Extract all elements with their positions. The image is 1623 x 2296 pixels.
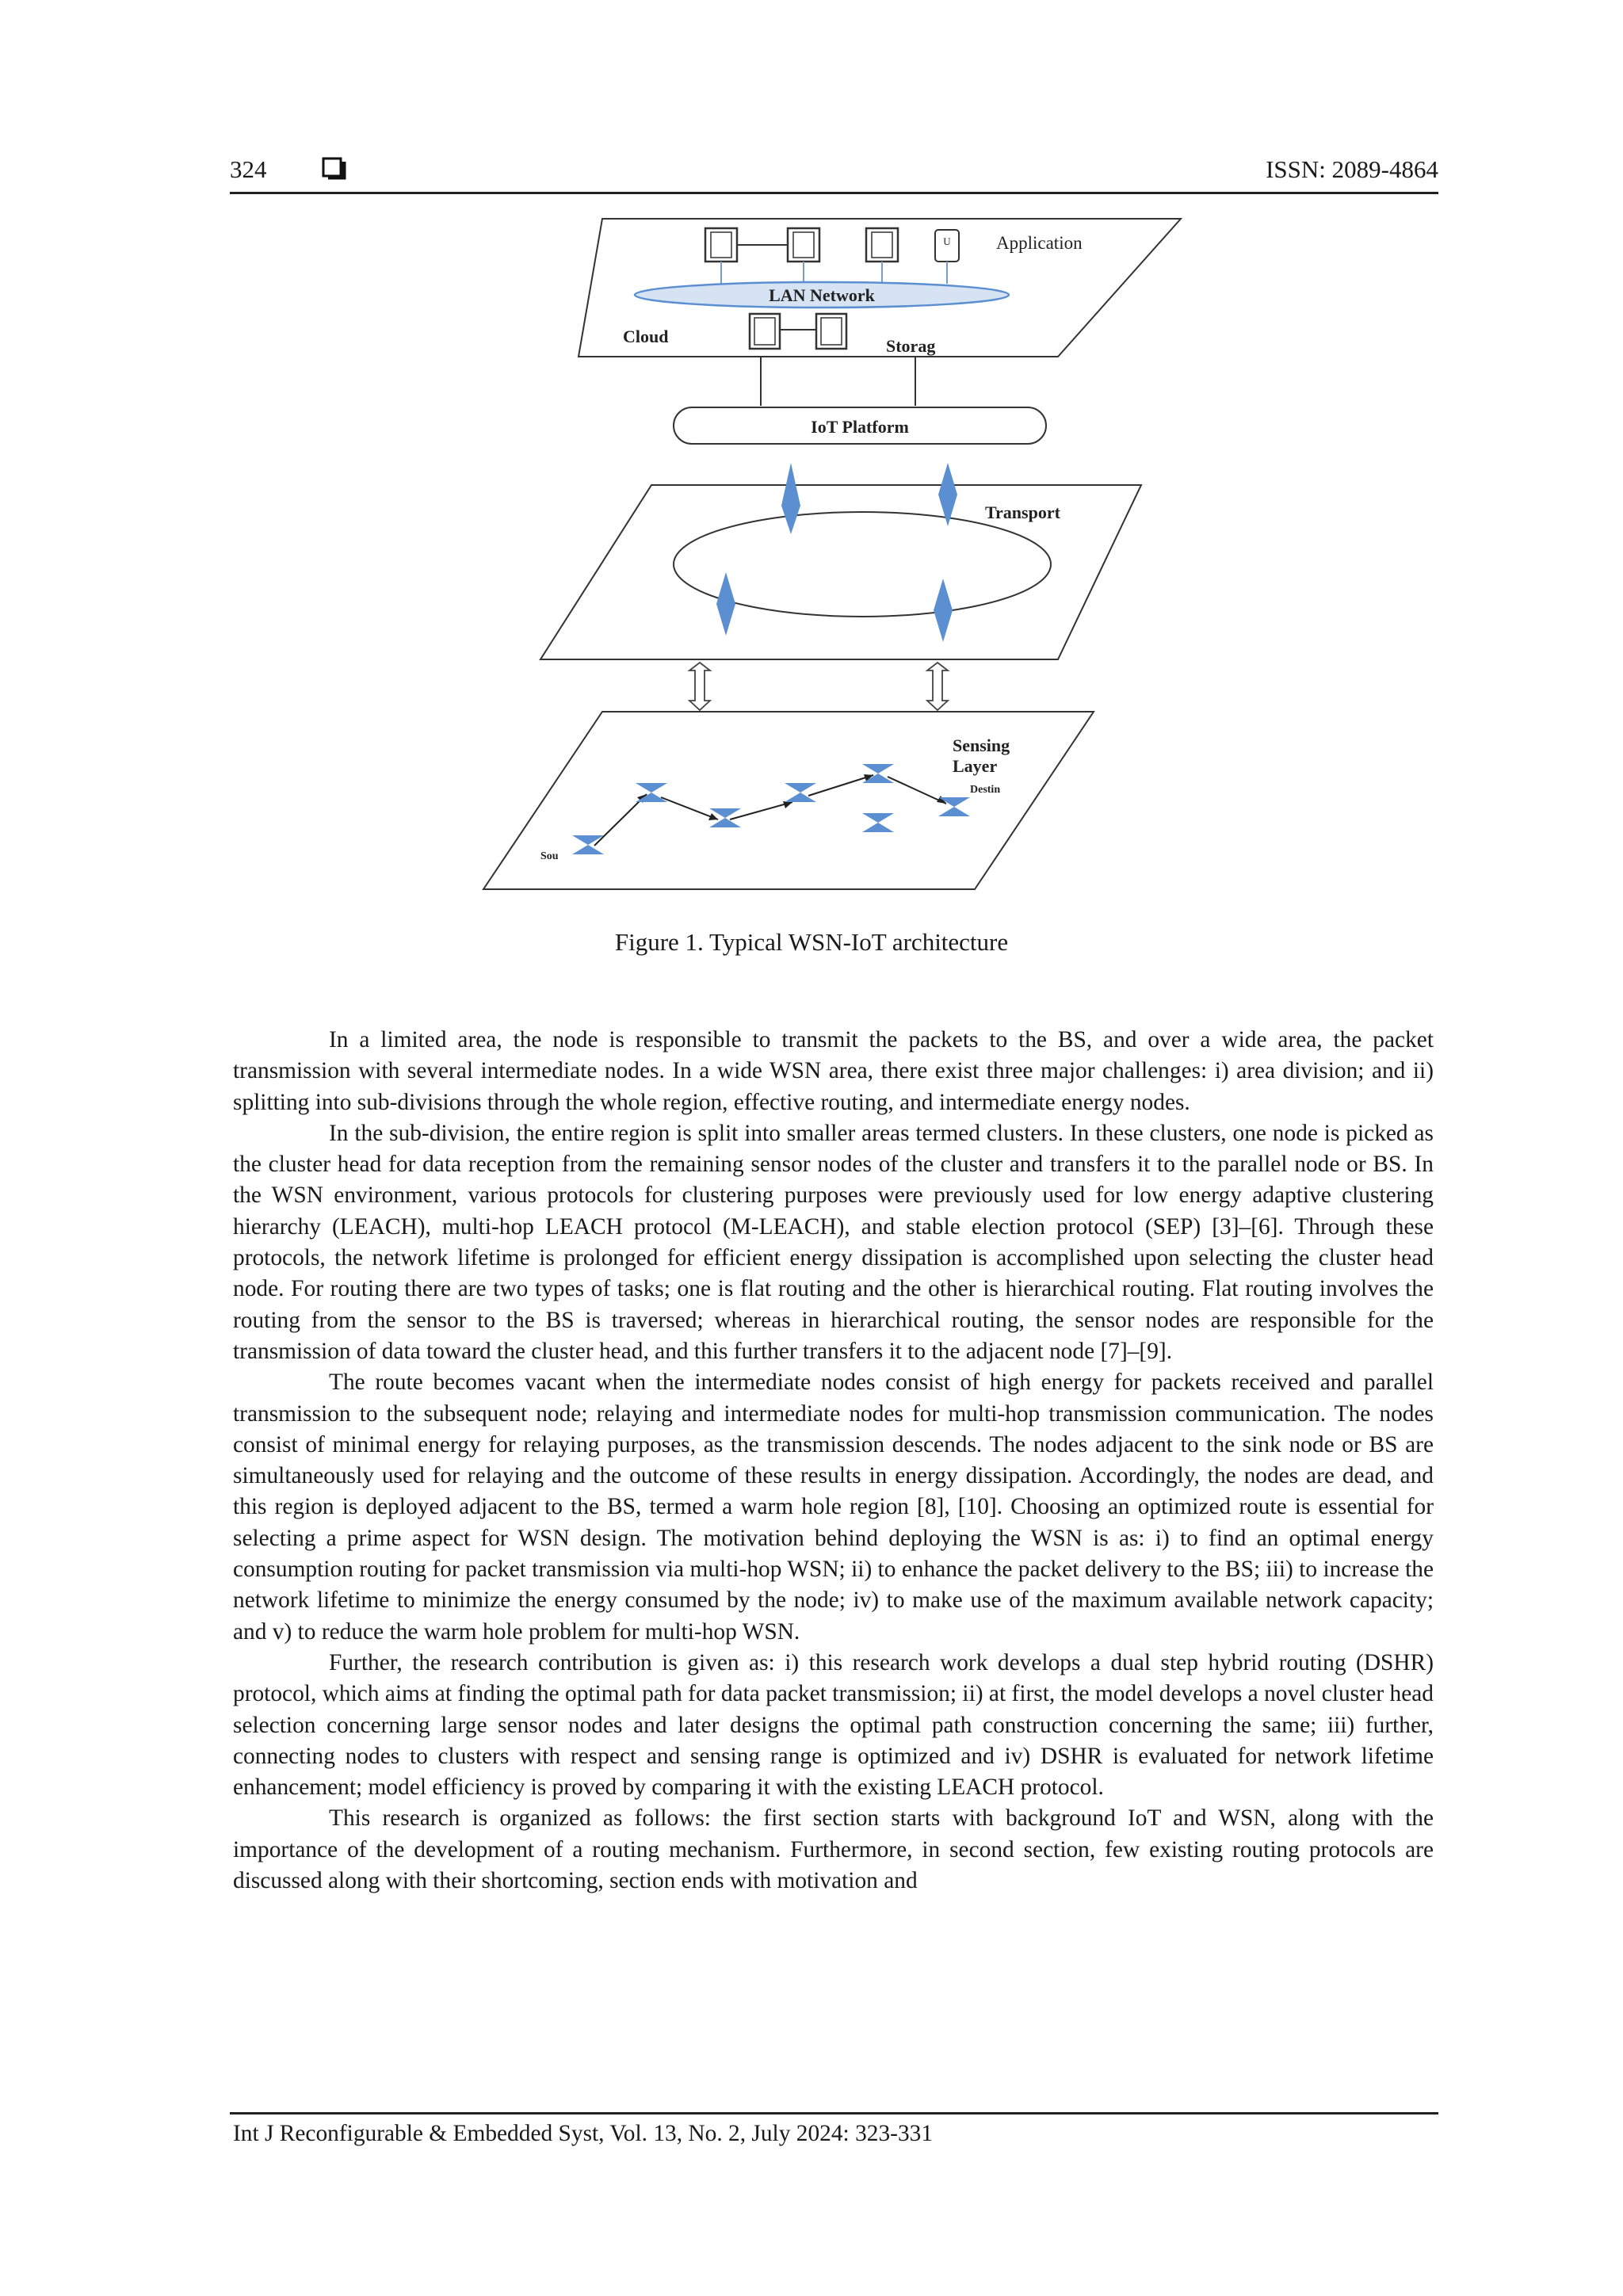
paragraph: This research is organized as follows: the first section starts with background IoT and WSN, along with the importance of the development of a routing mechanism. Furthermore, in second section, few existing routing protocols are discussed along with their shortcoming, section ends with motivation and (233, 1805, 1434, 1894)
paragraph: Further, the research contribution is given as: i) this research work develops a dual step hybrid routing (DSHR) protocol, which aims at finding the optimal path for data packet transmission; ii) at first, the model develops a novel cluster head selection concerning large sensor nodes and later designs the optimal path construction concerning the same; iii) further, connecting nodes to clusters with respect and sensing range is optimized and iv) DSHR is evaluated for network lifetime enhancement; model efficiency is proved by comparing it with the existing LEACH protocol. (233, 1649, 1434, 1801)
iot-platform (674, 407, 1046, 444)
paragraph: The route becomes vacant when the intermediate nodes consist of high energy for packets received and parallel transmission to the subsequent node; relaying and intermediate nodes for multi-hop transmission communication. The nodes consist of minimal energy for relaying purposes, as the transmission descends. The nodes adjacent to the sink node or BS are simultaneously used for relaying and the outcome of these results in energy dissipation. Accordingly, the nodes are dead, and this region is deployed adjacent to the BS, termed a warm hole region [8], [10]. Choosing an optimized route is essential for selecting a prime aspect for WSN design. The motivation behind deploying the WSN is as: i) to find an optimal energy consumption routing for packet transmission via multi-hop WSN; ii) to enhance the packet delivery to the BS; iii) to increase the network lifetime to minimize the energy consumed by the node; iv) to make use of the maximum available network capacity; and v) to reduce the warm hole problem for multi-hop WSN. (233, 1370, 1434, 1645)
sensing-layer-label-line1: Sensing (953, 735, 1010, 755)
destination-label: Destin (970, 784, 1001, 796)
cloud-layer (579, 219, 1181, 357)
body-text (233, 1025, 1434, 1897)
lan-network-label: LAN Network (769, 285, 875, 305)
paragraph: In the sub-division, the entire region is split into smaller areas termed clusters. In these clusters, one node is picked as the cluster head for data reception from the remaining sensor nodes of the cluster and transfers it to the parallel node or BS. In the WSN environment, various protocols for clustering purposes were previously used for low energy adaptive clustering hierarchy (LEACH), multi-hop LEACH protocol (M-LEACH), and stable election protocol (SEP) [3]–[6]. Through these protocols, the network lifetime is prolonged for efficient energy dissipation is accomplished upon selecting the cluster head node. For routing there are two types of tasks; one is flat routing and the other is hierarchical routing. Flat routing involves the routing from the sensor to the BS is traversed; whereas in hierarchical routing, the sensor nodes are responsible for the transmission of data toward the cluster head, and this further transfers it to the adjacent node [7]–[9]. (233, 1120, 1434, 1364)
transport-label: Transport (985, 502, 1060, 522)
source-label: Sou (540, 850, 559, 862)
header-rule (230, 192, 1438, 194)
user-device-label: U (943, 235, 951, 247)
checkbox-square-icon (322, 157, 347, 182)
cloud-label: Cloud (623, 327, 669, 346)
figure-caption: Figure 1. Typical WSN-IoT architecture (614, 928, 1009, 956)
issn: ISSN: 2089-4864 (1266, 155, 1438, 183)
server-icon (705, 228, 737, 262)
application-label: Application (996, 233, 1083, 253)
sensing-layer (483, 712, 1094, 889)
sensing-layer-label-line2: Layer (953, 756, 998, 776)
wsn-iot-architecture-figure (468, 208, 1205, 897)
double-arrow-icon (927, 663, 948, 710)
transport-layer (540, 463, 1141, 659)
iot-platform-label: IoT Platform (811, 417, 909, 437)
server-icon (788, 228, 819, 262)
paragraph: In a limited area, the node is responsible to transmit the packets to the BS, and over a wide area, the packet transmission with several intermediate nodes. In a wide WSN area, there exist three major challenges: i) area division; and ii) splitting into sub-divisions through the whole region, effective routing, and intermediate energy nodes. (233, 1027, 1434, 1115)
storage-label: Storag (886, 336, 936, 356)
server-icon (866, 228, 898, 262)
page-header (230, 155, 1438, 192)
page-number: 324 (230, 155, 267, 183)
footer-rule (230, 2112, 1438, 2115)
double-arrow-icon (689, 663, 710, 710)
footer-citation: Int J Reconfigurable & Embedded Syst, Vol. 13, No. 2, July 2024: 323-331 (233, 2121, 934, 2146)
